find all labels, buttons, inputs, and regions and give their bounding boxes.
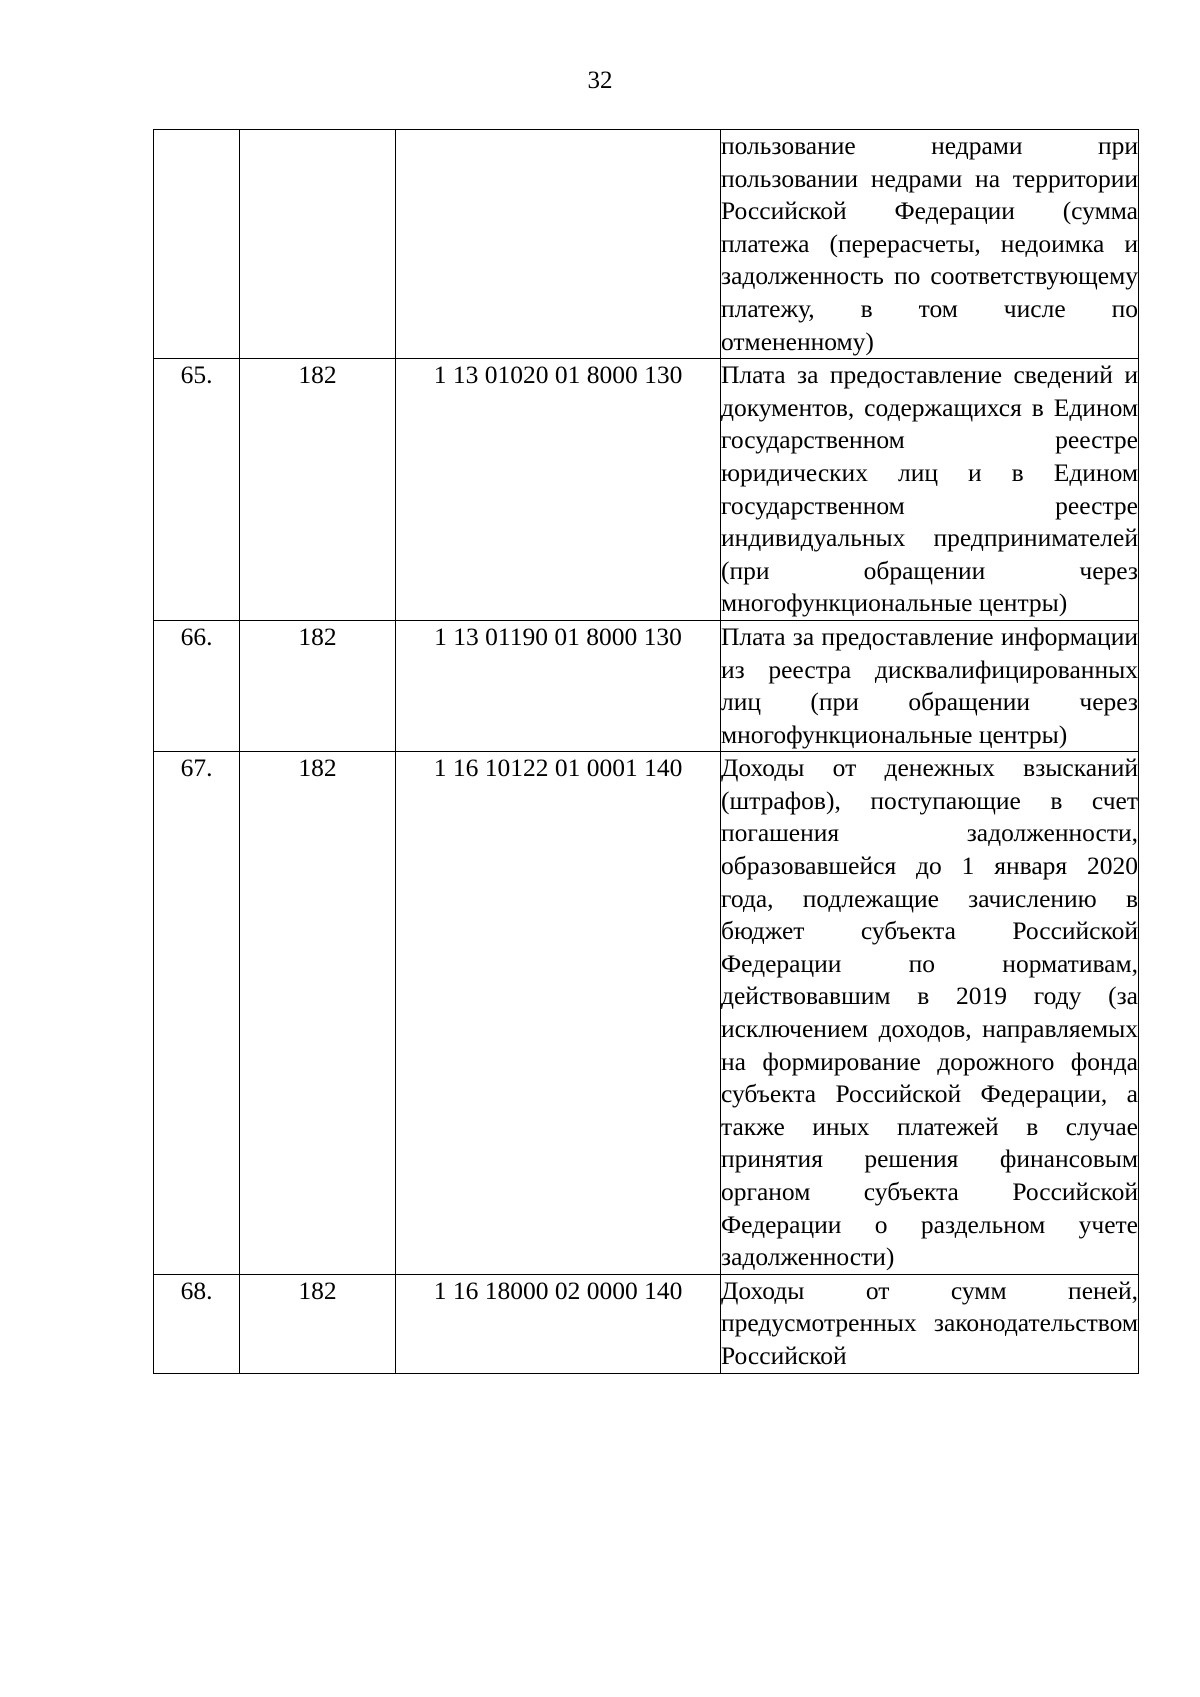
row-number-cell: 65. xyxy=(154,359,240,621)
row-number-cell: 66. xyxy=(154,620,240,751)
row-number-cell: 68. xyxy=(154,1274,240,1373)
row-number-cell: 67. xyxy=(154,752,240,1275)
table-row xyxy=(154,752,1139,1275)
administrator-code-cell: 182 xyxy=(240,620,396,751)
table-row xyxy=(154,130,1139,359)
table-row xyxy=(154,620,1139,751)
revenue-description-cell: Доходы от сумм пеней, предусмотренных законодательством Российской xyxy=(721,1274,1139,1373)
administrator-code-cell: 182 xyxy=(240,1274,396,1373)
revenue-description-cell: Плата за предоставление информации из реестра дисквалифицированных лиц (при обращении через многофункциональные центры) xyxy=(721,620,1139,751)
revenue-description-cell: Плата за предоставление сведений и документов, содержащихся в Едином государственном реестре юридических лиц и в Едином государственном реестре индивидуальных предпринимателей (при обращении через многофункциональные центры) xyxy=(721,359,1139,621)
table-row xyxy=(154,1274,1139,1373)
administrator-code-cell: 182 xyxy=(240,359,396,621)
page-number: 32 xyxy=(587,67,613,94)
revenue-code-cell: 1 16 18000 02 0000 140 xyxy=(396,1274,721,1373)
administrator-code-cell xyxy=(240,130,396,359)
administrator-code-cell: 182 xyxy=(240,752,396,1275)
revenue-description-cell: пользование недрами при пользовании недрами на территории Российской Федерации (сумма платежа (перерасчеты, недоимка и задолженность по соответствующему платежу, в том числе по отмененному) xyxy=(721,130,1139,359)
table-row xyxy=(154,359,1139,621)
revenue-code-cell: 1 13 01020 01 8000 130 xyxy=(396,359,721,621)
revenue-codes-table xyxy=(153,129,1139,1374)
revenue-code-cell: 1 16 10122 01 0001 140 xyxy=(396,752,721,1275)
revenue-description-cell: Доходы от денежных взысканий (штрафов), поступающие в счет погашения задолженности, образовавшейся до 1 января 2020 года, подлежащие зачислению в бюджет субъекта Российской Федерации по нормативам, действовавшим в 2019 году (за исключением доходов, направляемых на формирование дорожного фонда субъекта Российской Федерации, а также иных платежей в случае принятия решения финансовым органом субъекта Российской Федерации о раздельном учете задолженности) xyxy=(721,752,1139,1275)
revenue-code-cell: 1 13 01190 01 8000 130 xyxy=(396,620,721,751)
row-number-cell xyxy=(154,130,240,359)
revenue-code-cell xyxy=(396,130,721,359)
